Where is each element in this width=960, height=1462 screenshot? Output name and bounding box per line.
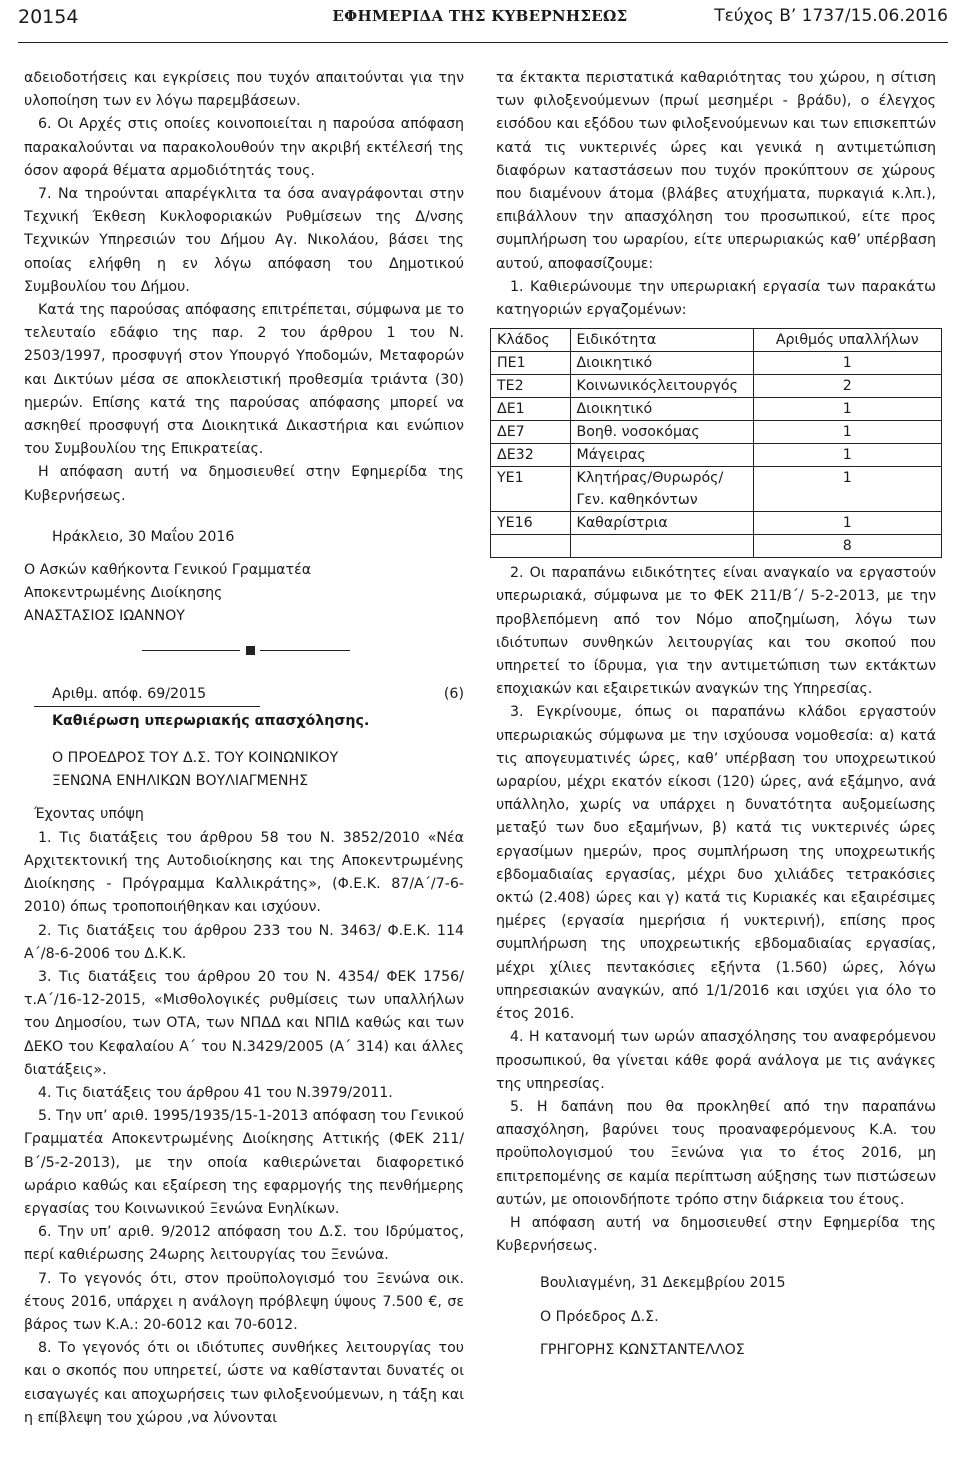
table-cell: 1	[753, 444, 941, 467]
paragraph: 4. Η κατανομή των ωρών απασχόλησης του αναφερόμενου προσωπικού, θα γίνεται κάθε φορά ανάλογα με τις ανάγκες της υπηρεσίας.	[496, 1029, 936, 1092]
paragraph: 1. Καθιερώνουμε την υπερωριακή εργασία των παρακάτω κατηγοριών εργαζομένων:	[496, 278, 936, 319]
staff-table	[490, 328, 942, 558]
paragraph: Η απόφαση αυτή να δημοσιευθεί στην Εφημερίδα της Κυβερνήσεως.	[496, 1214, 936, 1255]
signature-role: Ο Πρόεδρος Δ.Σ.	[540, 1308, 659, 1325]
table-cell: 2	[753, 375, 941, 398]
signature-role: Αποκεντρωμένης Διοίκησης	[24, 585, 223, 602]
issuing-authority: ΞΕΝΩΝΑ ΕΝΗΛΙΚΩΝ ΒΟΥΛΙΑΓΜΕΝΗΣ	[52, 773, 309, 790]
consideration: 8. Το γεγονός ότι οι ιδιότυπες συνθήκες λειτουργίας του και ο σκοπός που υπηρετεί, ώστε να καθίστανται δυνατές οι εισαγωγές και αποχωρήσεις των φιλοξενούμενων, η τάξη και η επίβλεψη του χώρου ,να λύνονται	[24, 1340, 464, 1426]
paragraph: 5. Η δαπάνη που θα προκληθεί από την παραπάνω απασχόληση, βαρύνει τους προαναφερόμενους Κ.Α. του προϋπολογισμού του Ξενώνα για το έτος 2016, μη επιτρεπομένης σε καμία περίπτωση αύξησης των πιστώσεων αυτών, με οποιονδήποτε τρόπο στην διάρκεια του έτους.	[496, 1098, 936, 1208]
table-cell: Διοικητικό	[570, 352, 753, 375]
left-column	[24, 67, 464, 1430]
table-row	[491, 375, 942, 398]
table-row	[491, 352, 942, 375]
paragraph: 6. Οι Αρχές στις οποίες κοινοποιείται η παρούσα απόφαση παρακαλούνται να παρακολουθούν την ακριβή εκτέλεσή της όσον αφορά θέματα αρμοδιότητάς τους.	[24, 116, 464, 179]
table-cell: Διοικητικό	[570, 398, 753, 421]
section-separator	[24, 639, 464, 663]
table-header: Αριθμός υπαλλήλων	[753, 329, 941, 352]
decision-number-line	[24, 683, 464, 706]
title-rule	[24, 706, 464, 710]
table-cell: ΤΕ2	[491, 375, 571, 398]
table-row	[491, 444, 942, 467]
consideration: 1. Τις διατάξεις του άρθρου 58 του Ν. 3852/2010 «Νέα Αρχιτεκτονική της Αυτοδιοίκησης και της Αποκεντρωμένης Διοίκησης - Πρόγραμμα Καλλικράτης», (Φ.Ε.Κ. 87/Α΄/7-6-2010) όπως τροποποιήθηκαν και ισχύουν.	[24, 829, 464, 916]
signature-place-date: Ηράκλειο, 30 Μαΐου 2016	[52, 528, 235, 545]
table-cell	[570, 535, 753, 558]
consideration: 2. Τις διατάξεις του άρθρου 233 του Ν. 3463/ Φ.Ε.Κ. 114 Α΄/8-6-2006 του Δ.Κ.Κ.	[24, 922, 464, 962]
table-cell: ΔΕ7	[491, 421, 571, 444]
table-cell: ΥΕ16	[491, 512, 571, 535]
table-cell: Κλητήρας/Θυρωρός/ Γεν. καθηκόντων	[570, 467, 753, 512]
paragraph: Η απόφαση αυτή να δημοσιευθεί στην Εφημερίδα της Κυβερνήσεως.	[24, 464, 464, 504]
paragraph: αδειοδοτήσεις και εγκρίσεις που τυχόν απαιτούνται για την υλοποίηση των εν λόγω παρεμβάσεων.	[24, 70, 464, 110]
decision-title: Καθιέρωση υπερωριακής απασχόλησης.	[52, 712, 370, 729]
table-row	[491, 467, 942, 512]
table-header: Ειδικότητα	[570, 329, 753, 352]
issue-number: Τεύχος Β’ 1737/15.06.2016	[714, 6, 948, 26]
table-cell: 1	[753, 352, 941, 375]
page-header	[0, 0, 960, 46]
signature-name: ΑΝΑΣΤΑΣΙΟΣ ΙΩΑΝΝΟΥ	[24, 608, 185, 625]
consideration: 5. Την υπ’ αριθ. 1995/1935/15-1-2013 απόφαση του Γενικού Γραμματέα Αποκεντρωμένης Διοίκησης Αττικής (ΦΕΚ 211/Β΄/5-2-2013), με την οποία καθιερώνεται διαφορετικό ωράριο καθώς και εξαίρεση της εφαρμογής της πενθήμερης εργασίας του Κοινωνικού Ξενώνα Ενηλίκων.	[24, 1108, 464, 1217]
table-cell: Βοηθ. νοσοκόμας	[570, 421, 753, 444]
table-row	[491, 398, 942, 421]
paragraph: Κατά της παρούσας απόφασης επιτρέπεται, σύμφωνα με το τελευταίο εδάφιο της παρ. 2 του άρθρου 1 του Ν. 2503/1997, προσφυγή στον Υπουργό Υποδομών, Μεταφορών και Δικτύων μέσα σε αποκλειστική προθεσμία τριάντα (30) ημερών. Επίσης κατά της παρούσας απόφασης μπορεί να ασκηθεί προσφυγή στα Διοικητικά Δικαστήρια και ενώπιον του Συμβουλίου της Επικρατείας.	[24, 302, 464, 458]
decision-seq: (6)	[443, 685, 464, 702]
table-cell: ΥΕ1	[491, 467, 571, 512]
table-row	[491, 421, 942, 444]
signature-role: Ο Ασκών καθήκοντα Γενικού Γραμματέα	[24, 562, 312, 579]
table-cell: 1	[753, 467, 941, 512]
page-number: 20154	[18, 6, 79, 28]
paragraph: 3. Εγκρίνουμε, όπως οι παραπάνω κλάδοι εργαστούν υπερωριακώς σύμφωνα με την ισχύουσα νομοθεσία: α) κατά τις απογευματινές ώρες, καθ’ υπέρβαση του υποχρεωτικού ωραρίου, μέχρι εκατόν είκοσι (120) ώρες, ανά εξάμηνο, ανά υπάλληλο, χωρίς να υπάρχει η δυνατότητα αυξομείωσης μεταξύ των δυο εξαμήνων, β) κατά τις νυκτερινές ώρες εργασίμων ημερών, προς συμπλήρωση της υποχρεωτικής εβδομαδιαίας εργασίας, μέχρι δυο χιλιάδες τετρακόσιες οκτώ (2.408) ώρες και γ) κατά τις Κυριακές και εξαιρέσιμες ημέρες (εργασία ημερήσια ή νυκτερινή), επίσης προς συμπλήρωση της υποχρεωτικής εβδομαδιαίας εργασίας, μέχρι χίλιες πεντακόσιες εξήντα (1.560) ώρες, λόγω υπηρεσιακών αναγκών, από 1/1/2016 και ισχύει για όλο το έτος 2016.	[496, 704, 936, 1023]
table-cell: 1	[753, 398, 941, 421]
signature-name: ΓΡΗΓΟΡΗΣ ΚΩΝΣΤΑΝΤΕΛΛΟΣ	[540, 1341, 745, 1358]
having-regard: Έχοντας υπόψη	[34, 806, 144, 823]
consideration: 7. Το γεγονός ότι, στον προϋπολογισμό του Ξενώνα οικ. έτους 2016, υπάρχει η ανάλογη πρόβλεψη ύψους 7.500 €, σε βάρος των Κ.Α.: 20-6012 και 70-6012.	[24, 1270, 464, 1333]
paragraph: 2. Οι παραπάνω ειδικότητες είναι αναγκαίο να εργαστούν υπερωριακά, σύμφωνα με το ΦΕΚ 211/Β΄/ 5-2-2013, με την προβλεπόμενη από τον Νόμο αποζημίωση, λόγω των ιδιότυπων συνθηκών λειτουργίας και του σκοπού που υπηρετεί το ίδρυμα, για την αντιμετώπιση των εκτάκτων εποχιακών και εξαιρετικών αναγκών της Υπηρεσίας.	[496, 565, 936, 698]
table-cell: 1	[753, 421, 941, 444]
right-column	[496, 67, 936, 1362]
table-header-row	[491, 329, 942, 352]
consideration: 6. Την υπ’ αριθ. 9/2012 απόφαση του Δ.Σ. του Ιδρύματος, περί καθιέρωσης 24ωρης λειτουργίας του Ξενώνα.	[24, 1224, 464, 1264]
header-divider	[18, 42, 948, 43]
table-cell	[491, 535, 571, 558]
consideration: 4. Τις διατάξεις του άρθρου 41 του Ν.3979/2011.	[38, 1084, 393, 1101]
table-cell: Μάγειρας	[570, 444, 753, 467]
issuing-authority: Ο ΠΡΟΕΔΡΟΣ ΤΟΥ Δ.Σ. ΤΟΥ ΚΟΙΝΩΝΙΚΟΥ	[52, 750, 339, 767]
table-total: 8	[753, 535, 941, 558]
paragraph: τα έκτακτα περιστατικά καθαριότητας του χώρου, η σίτιση των φιλοξενούμενων (πρωί μεσημέρι - βράδυ), ο έλεγχος εισόδου και εξόδου των φιλοξενούμενων και των επισκεπτών κατά τις νυκτερινές ώρες και γενικά η αντιμετώπιση διαφόρων καταστάσεων που τυχόν προκύπτουν σε χώρους που διαμένουν άτομα (βλάβες ατυχήματα, πυρκαγιά κ.λπ.), επιβάλλουν την απασχόληση του προσωπικού, είτε προς συμπλήρωση του ωραρίου, είτε υπερωριακώς καθ’ υπέρβαση αυτού, αποφασίζουμε:	[496, 70, 936, 272]
paragraph: 7. Να τηρούνται απαρέγκλιτα τα όσα αναγράφονται στην Τεχνική Έκθεση Κυκλοφοριακών Ρυθμίσεων της Δ/νσης Τεχνικών Υπηρεσιών του Δήμου Αγ. Νικολάου, βάσει της οποίας ελήφθη η εν λόγω απόφαση του Δημοτικού Συμβουλίου του Δήμου.	[24, 186, 464, 295]
table-cell: ΠΕ1	[491, 352, 571, 375]
decision-number: Αριθμ. απόφ. 69/2015	[52, 685, 207, 702]
table-header: Κλάδος	[491, 329, 571, 352]
signature-place-date: Βουλιαγμένη, 31 Δεκεμβρίου 2015	[540, 1275, 786, 1292]
consideration: 3. Τις διατάξεις του άρθρου 20 του Ν. 4354/ ΦΕΚ 1756/τ.Α΄/16-12-2015, «Μισθολογικές ρυθμίσεις των υπαλλήλων του Δημοσίου, των ΟΤΑ, των ΝΠΔΔ και ΝΠΙΔ καθώς και των ΔΕΚΟ του Κεφαλαίου Α΄ του Ν.3429/2005 (Α΄ 314) και άλλες διατάξεις».	[24, 968, 464, 1078]
table-cell: 1	[753, 512, 941, 535]
table-cell: Κοινωνικόςλειτουργός	[570, 375, 753, 398]
table-row	[491, 512, 942, 535]
table-cell: ΔΕ1	[491, 398, 571, 421]
gazette-title: ΕΦΗΜΕΡΙΔΑ ΤΗΣ ΚΥΒΕΡΝΗΣΕΩΣ	[332, 7, 628, 25]
table-cell: Καθαρίστρια	[570, 512, 753, 535]
table-cell: ΔΕ32	[491, 444, 571, 467]
table-total-row	[491, 535, 942, 558]
